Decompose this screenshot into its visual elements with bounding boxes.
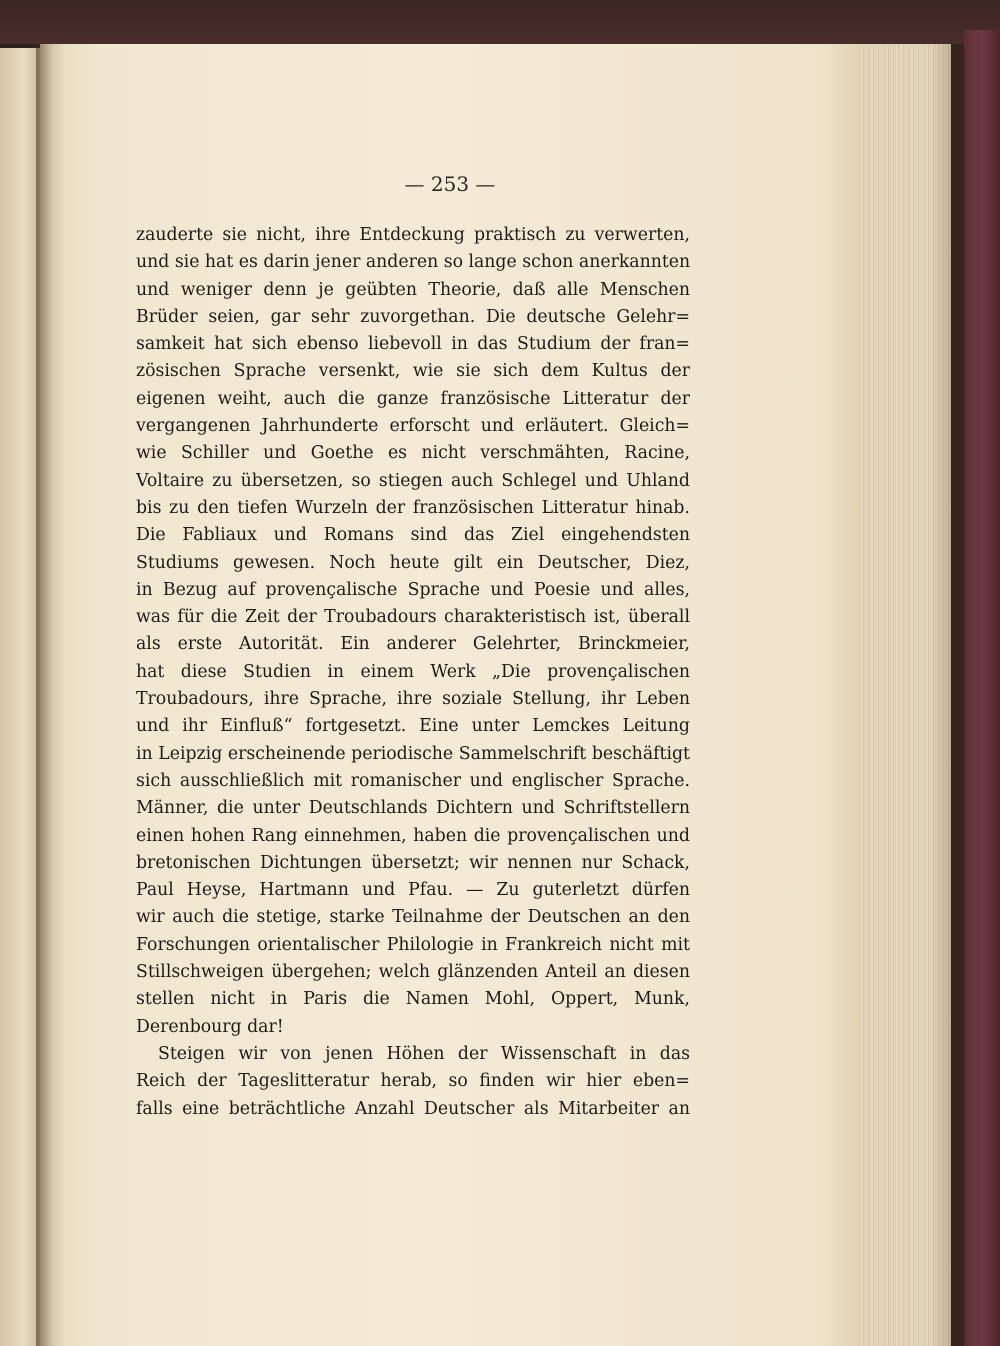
body-text <box>136 222 690 1123</box>
text-line: Paul Heyse, Hartmann und Pfau. — Zu guterletzt dürfen <box>136 880 690 901</box>
text-line: einen hohen Rang einnehmen, haben die provençalischen und <box>136 825 690 846</box>
text-line: bis zu den tiefen Wurzeln der französischen Litteratur hinab. <box>136 497 690 518</box>
text-line: Brüder seien, gar sehr zuvorgethan. Die deutsche Gelehr= <box>136 306 690 327</box>
text-line: Troubadours, ihre Sprache, ihre soziale Stellung, ihr Leben <box>136 689 690 710</box>
text-line: Steigen wir von jenen Höhen der Wissenschaft in das <box>158 1043 690 1064</box>
text-line: Studiums gewesen. Noch heute gilt ein Deutscher, Diez, <box>136 552 690 573</box>
book-page <box>40 44 860 1346</box>
text-line: Voltaire zu übersetzen, so stiegen auch Schlegel und Uhland <box>136 470 690 491</box>
text-line: vergangenen Jahrhunderte erforscht und erläutert. Gleich= <box>136 416 690 437</box>
text-line: Stillschweigen übergehen; welch glänzenden Anteil an diesen <box>136 962 690 983</box>
text-line: was für die Zeit der Troubadours charakteristisch ist, überall <box>136 607 690 628</box>
text-line: eigenen weiht, auch die ganze französische Litteratur der <box>136 388 690 409</box>
text-line: bretonischen Dichtungen übersetzt; wir nennen nur Schack, <box>136 852 690 873</box>
text-line: Forschungen orientalischer Philologie in Frankreich nicht mit <box>136 934 690 955</box>
text-line: in Bezug auf provençalische Sprache und Poesie und alles, <box>136 579 690 600</box>
previous-page-edge <box>0 48 40 1346</box>
text-line: Die Fabliaux und Romans sind das Ziel eingehendsten <box>136 525 690 546</box>
text-line: und ihr Einfluß“ fortgesetzt. Eine unter Lemckes Leitung <box>136 716 690 737</box>
text-line: samkeit hat sich ebenso liebevoll in das Studium der fran= <box>136 334 690 355</box>
gutter-shadow <box>36 44 64 1346</box>
text-line: und weniger denn je geübten Theorie, daß alle Menschen <box>136 279 690 300</box>
text-line: Männer, die unter Deutschlands Dichtern und Schriftstellern <box>136 798 690 819</box>
text-line: Derenbourg dar! <box>136 1016 284 1037</box>
book-cover-right <box>964 30 1000 1346</box>
text-line: sich ausschließlich mit romanischer und englischer Sprache. <box>136 770 690 791</box>
page-number: — 253 — <box>404 172 496 196</box>
text-line: wir auch die stetige, starke Teilnahme der Deutschen an den <box>136 907 690 928</box>
text-line: als erste Autorität. Ein anderer Gelehrter, Brinckmeier, <box>136 634 690 655</box>
text-line: falls eine beträchtliche Anzahl Deutscher als Mitarbeiter an <box>136 1098 690 1119</box>
text-line: wie Schiller und Goethe es nicht verschmähten, Racine, <box>136 443 690 464</box>
text-line: stellen nicht in Paris die Namen Mohl, Oppert, Munk, <box>136 989 690 1010</box>
text-line: zösischen Sprache versenkt, wie sie sich dem Kultus der <box>136 361 690 382</box>
text-line: und sie hat es darin jener anderen so lange schon anerkannten <box>136 252 690 273</box>
text-line: zauderte sie nicht, ihre Entdeckung praktisch zu verwerten, <box>136 225 690 245</box>
text-line: in Leipzig erscheinende periodische Sammelschrift beschäftigt <box>136 743 690 764</box>
book-cover-top <box>0 0 1000 44</box>
text-line: Reich der Tageslitteratur herab, so finden wir hier eben= <box>136 1071 690 1092</box>
text-line: hat diese Studien in einem Werk „Die provençalischen <box>136 661 690 682</box>
